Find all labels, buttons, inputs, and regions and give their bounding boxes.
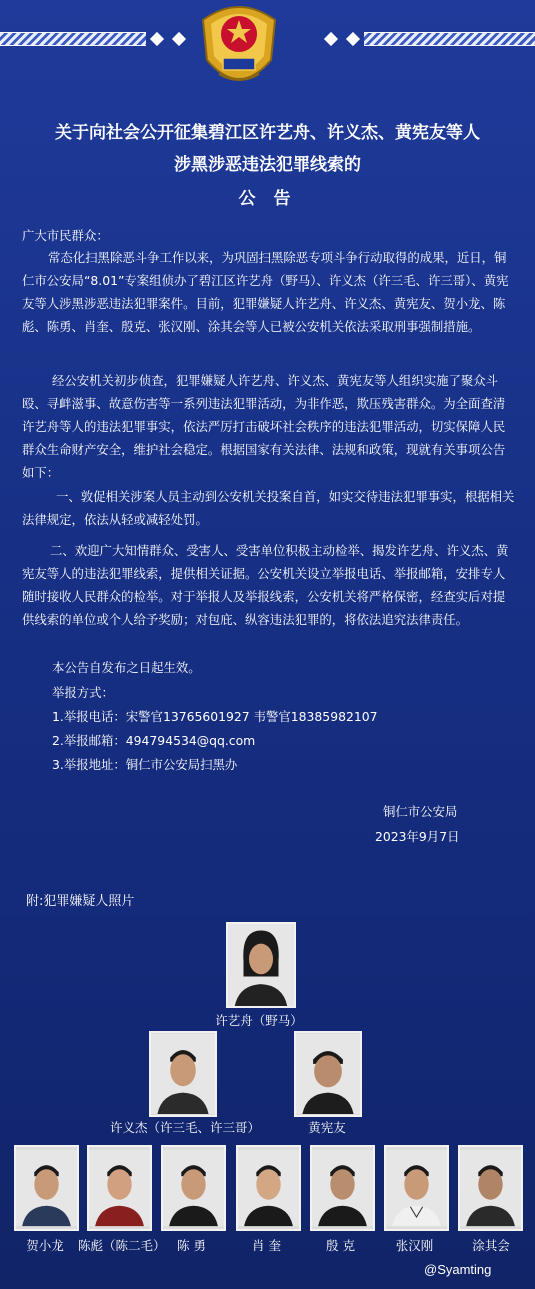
- suspect-name-7: 肖 奎: [252, 1238, 281, 1253]
- right-ribbon: [320, 30, 535, 48]
- watermark: @Syamting: [424, 1262, 492, 1277]
- report-phone: 1.举报电话：宋警官13765601927 韦警官18385982107: [52, 709, 378, 724]
- suspect-photo-5: [87, 1145, 152, 1231]
- suspect-name-6: 陈 勇: [177, 1238, 206, 1253]
- suspect-photo-8: [310, 1145, 375, 1231]
- paragraph-item-2: 二、欢迎广大知情群众、受害人、受害单位积极主动检举、揭发许艺舟、许义杰、黄宪友等人的违法犯罪线索，提供相关证据。公安机关设立举报电话、举报邮箱，安排专人随时接收人民群众的检举。对于举报人及举报线索，公安机关将严格保密，经查实后对提供线索的单位或个人给予奖励；对包庇、纵容违法犯罪的，将依法追究法律责任。: [22, 543, 509, 627]
- suspect-name-5: 陈彪（陈二毛）: [78, 1238, 166, 1253]
- paragraph-item-1: 一、敦促相关涉案人员主动到公安机关投案自首，如实交待违法犯罪事实，根据相关法律规定，依法从轻或减轻处罚。: [22, 489, 515, 527]
- header-banner: [0, 0, 535, 100]
- notice-title-line2: 涉黑涉恶违法犯罪线索的: [174, 155, 361, 175]
- issue-date: 2023年9月7日: [375, 829, 460, 844]
- notice-title-line1: 关于向社会公开征集碧江区许艺舟、许义杰、黄宪友等人: [55, 123, 480, 143]
- suspect-photo-10: [458, 1145, 523, 1231]
- attachment-label: 附:犯罪嫌疑人照片: [26, 894, 135, 909]
- suspect-name-3: 黄宪友: [308, 1120, 346, 1135]
- suspect-photo-3: [294, 1031, 362, 1117]
- greeting: 广大市民群众：: [22, 228, 109, 243]
- left-ribbon: [0, 30, 190, 48]
- suspect-photo-9: [384, 1145, 449, 1231]
- suspect-photo-1: [226, 922, 296, 1008]
- suspect-photo-6: [161, 1145, 226, 1231]
- report-email: 2.举报邮箱：494794534@qq.com: [52, 733, 256, 748]
- suspect-name-1: 许艺舟（野马）: [215, 1013, 303, 1028]
- suspect-name-4: 贺小龙: [26, 1238, 64, 1253]
- suspect-photo-7: [236, 1145, 301, 1231]
- paragraph-effective: 本公告自发布之日起生效。: [52, 660, 201, 675]
- suspect-photo-2: [149, 1031, 217, 1117]
- report-methods-title: 举报方式：: [52, 685, 114, 700]
- paragraph-investigation: 经公安机关初步侦查，犯罪嫌疑人许艺舟、许义杰、黄宪友等人组织实施了聚众斗殴、寻衅滋事、故意伤害等一系列违法犯罪活动，为非作恶，欺压残害群众。为全面查清许艺舟等人的违法犯罪事实，依法严厉打击破坏社会秩序的违法犯罪活动，切实保障人民群众生命财产安全，维护社会稳定。根据国家有关法律、法规和政策，现就有关事项公告如下：: [22, 373, 506, 480]
- report-address: 3.举报地址：铜仁市公安局扫黑办: [52, 757, 238, 772]
- paragraph-intro: 常态化扫黑除恶斗争工作以来，为巩固扫黑除恶专项斗争行动取得的成果，近日，铜仁市公安局“8.01”专案组侦办了碧江区许艺舟（野马）、许义杰（许三毛、许三哥）、黄宪友等人涉黑涉恶违法犯罪案件。目前，犯罪嫌疑人许艺舟、许义杰、黄宪友、贺小龙、陈彪、陈勇、肖奎、殷克、张汉刚、涂其会等人已被公安机关依法采取刑事强制措施。: [22, 250, 509, 334]
- suspect-name-2: 许义杰（许三毛、许三哥）: [110, 1120, 261, 1135]
- suspect-name-9: 张汉刚: [395, 1238, 434, 1253]
- issuing-organization: 铜仁市公安局: [383, 804, 458, 819]
- notice-heading: 公 告: [238, 189, 297, 209]
- suspect-photo-4: [14, 1145, 79, 1231]
- police-emblem-icon: [189, 0, 289, 95]
- suspect-name-10: 涂其会: [472, 1238, 510, 1253]
- suspect-name-8: 殷 克: [326, 1238, 355, 1253]
